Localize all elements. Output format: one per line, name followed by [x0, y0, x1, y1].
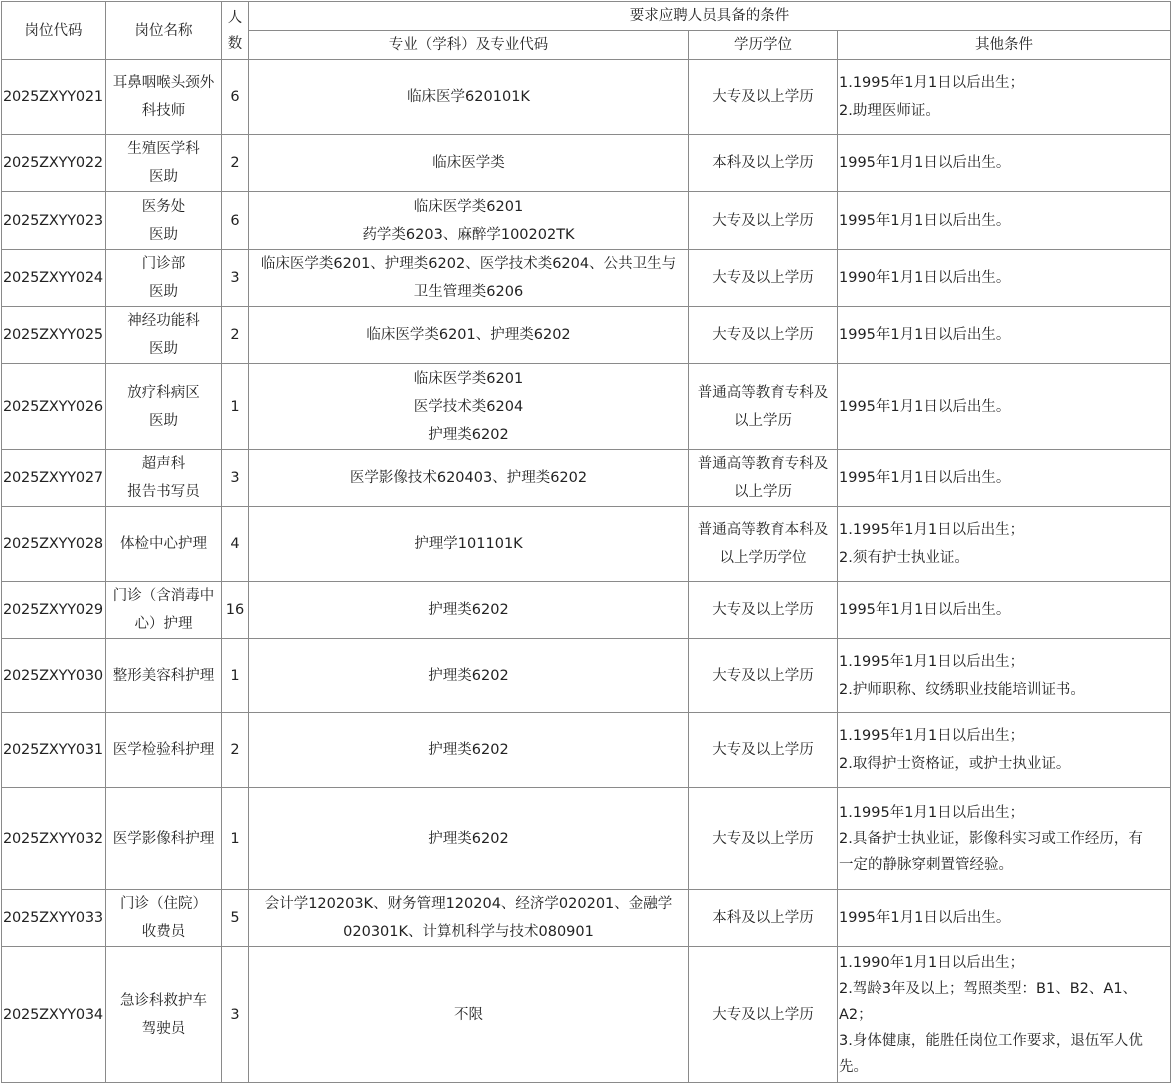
education-line: 以上学历 — [734, 484, 792, 500]
education-cell — [689, 890, 838, 947]
other-condition-line: 1995年1月1日以后出生。 — [839, 602, 1011, 618]
table-row — [2, 60, 1171, 135]
job-name-line: 医学影像科护理 — [112, 830, 215, 847]
major-line: 临床医学类 — [432, 155, 505, 171]
major-line: 不限 — [454, 1006, 483, 1023]
job-name-line: 耳鼻咽喉头颈外 — [112, 75, 215, 91]
job-name-cell — [106, 364, 222, 450]
education-cell — [689, 192, 838, 250]
header-count-line1: 人 — [227, 9, 243, 26]
major-line: 临床医学类6201 — [413, 198, 524, 215]
other-condition-line: 1995年1月1日以后出生。 — [839, 910, 1011, 926]
job-code-cell: 2025ZXYY030 — [2, 639, 106, 713]
other-conditions-cell — [838, 364, 1171, 450]
headcount-cell: 3 — [222, 450, 249, 507]
other-condition-line: 2.助理医师证。 — [839, 103, 940, 119]
other-conditions-cell — [838, 788, 1171, 890]
education-line: 大专及以上学历 — [712, 89, 814, 105]
job-code-cell: 2025ZXYY022 — [2, 135, 106, 192]
headcount-cell: 5 — [222, 890, 249, 947]
major-cell — [249, 947, 689, 1083]
job-name-cell — [106, 788, 222, 890]
education-line: 本科及以上学历 — [712, 155, 814, 171]
job-name-line: 超声科 — [141, 456, 186, 472]
other-conditions-cell — [838, 713, 1171, 788]
job-name-line: 医助 — [149, 169, 178, 185]
other-condition-line: 2.护师职称、纹绣职业技能培训证书。 — [839, 681, 1085, 698]
major-line: 护理类6202 — [428, 742, 509, 758]
education-line: 大专及以上学历 — [712, 830, 814, 847]
other-conditions-cell — [838, 192, 1171, 250]
other-condition-line: 先。 — [839, 1058, 868, 1075]
job-name-line: 报告书写员 — [127, 484, 200, 500]
education-line: 大专及以上学历 — [712, 602, 814, 618]
job-name-line: 医助 — [149, 412, 178, 429]
major-cell — [249, 713, 689, 788]
other-condition-line: 3.身体健康，能胜任岗位工作要求，退伍军人优 — [839, 1032, 1143, 1049]
table-row — [2, 307, 1171, 364]
major-cell — [249, 135, 689, 192]
education-cell — [689, 364, 838, 450]
headcount-cell: 1 — [222, 639, 249, 713]
education-cell — [689, 507, 838, 582]
education-cell — [689, 135, 838, 192]
job-name-cell — [106, 890, 222, 947]
major-line: 临床医学620101K — [407, 89, 530, 105]
other-condition-line: 2.取得护士资格证，或护士执业证。 — [839, 756, 1071, 772]
major-cell — [249, 450, 689, 507]
table-row — [2, 788, 1171, 890]
education-line: 大专及以上学历 — [712, 667, 814, 684]
table-row — [2, 582, 1171, 639]
other-conditions-cell — [838, 582, 1171, 639]
job-name-cell — [106, 135, 222, 192]
major-line: 临床医学类6201、护理类6202 — [366, 327, 571, 343]
other-condition-line: 1990年1月1日以后出生。 — [839, 270, 1011, 286]
job-name-cell — [106, 192, 222, 250]
job-name-line: 科技师 — [141, 103, 186, 119]
headcount-cell: 16 — [222, 582, 249, 639]
other-condition-line: 2.驾龄3年及以上；驾照类型：B1、B2、A1、 — [839, 980, 1138, 997]
other-condition-line: 2.须有护士执业证。 — [839, 550, 969, 566]
education-line: 普通高等教育专科及 — [697, 456, 829, 472]
education-cell — [689, 582, 838, 639]
other-condition-line: 1.1995年1月1日以后出生； — [839, 804, 1025, 821]
job-code-cell: 2025ZXYY026 — [2, 364, 106, 450]
header-count-line2: 数 — [227, 35, 243, 52]
major-line: 护理类6202 — [428, 667, 509, 684]
education-line: 普通高等教育专科及 — [697, 384, 829, 401]
other-condition-line: 1995年1月1日以后出生。 — [839, 155, 1011, 171]
job-name-line: 医助 — [149, 226, 178, 243]
other-condition-line: 1.1995年1月1日以后出生； — [839, 522, 1025, 538]
job-name-line: 体检中心护理 — [120, 536, 207, 552]
other-conditions-cell — [838, 250, 1171, 307]
major-line: 临床医学类6201 — [413, 370, 524, 387]
job-name-line: 医助 — [149, 341, 178, 357]
job-code-cell: 2025ZXYY021 — [2, 60, 106, 135]
table-row — [2, 507, 1171, 582]
education-cell — [689, 639, 838, 713]
job-name-line: 神经功能科 — [127, 313, 200, 329]
table-row — [2, 713, 1171, 788]
headcount-cell: 2 — [222, 307, 249, 364]
education-cell — [689, 788, 838, 890]
other-condition-line: 1995年1月1日以后出生。 — [839, 327, 1011, 343]
table-row — [2, 947, 1171, 1083]
table-row — [2, 192, 1171, 250]
other-conditions-cell — [838, 639, 1171, 713]
education-line: 大专及以上学历 — [712, 1006, 814, 1023]
job-name-cell — [106, 639, 222, 713]
major-cell — [249, 250, 689, 307]
education-line: 大专及以上学历 — [712, 270, 814, 286]
major-line: 医学影像技术620403、护理类6202 — [349, 470, 588, 486]
other-condition-line: 2.具备护士执业证，影像科实习或工作经历，有 — [839, 830, 1143, 847]
job-name-line: 收费员 — [141, 924, 186, 940]
other-condition-line: 1.1995年1月1日以后出生； — [839, 75, 1025, 91]
header-major: 专业（学科）及专业代码 — [249, 31, 689, 60]
header-education: 学历学位 — [689, 31, 838, 60]
other-conditions-cell — [838, 60, 1171, 135]
table-body — [2, 60, 1171, 1083]
job-code-cell: 2025ZXYY027 — [2, 450, 106, 507]
table-row — [2, 135, 1171, 192]
other-condition-line: 1995年1月1日以后出生。 — [839, 398, 1011, 415]
major-line: 卫生管理类6206 — [413, 284, 524, 300]
job-code-cell: 2025ZXYY034 — [2, 947, 106, 1083]
job-name-line: 生殖医学科 — [127, 141, 200, 157]
job-name-cell — [106, 307, 222, 364]
other-condition-line: 1.1995年1月1日以后出生； — [839, 728, 1025, 744]
job-name-line: 门诊（含消毒中 — [112, 588, 215, 604]
job-name-line: 医助 — [149, 284, 178, 300]
major-cell — [249, 639, 689, 713]
other-condition-line: 1.1995年1月1日以后出生； — [839, 653, 1025, 670]
job-name-cell — [106, 450, 222, 507]
job-name-line: 门诊（住院） — [120, 896, 207, 912]
major-cell — [249, 60, 689, 135]
job-name-cell — [106, 582, 222, 639]
table-row — [2, 890, 1171, 947]
education-line: 以上学历 — [734, 412, 792, 429]
other-conditions-cell — [838, 307, 1171, 364]
major-line: 会计学120203K、财务管理120204、经济学020201、金融学 — [264, 896, 673, 912]
job-code-cell: 2025ZXYY031 — [2, 713, 106, 788]
major-line: 药学类6203、麻醉学100202TK — [362, 226, 575, 243]
other-conditions-cell — [838, 135, 1171, 192]
job-code-cell: 2025ZXYY033 — [2, 890, 106, 947]
headcount-cell: 6 — [222, 60, 249, 135]
other-condition-line: 1995年1月1日以后出生。 — [839, 212, 1011, 229]
job-code-cell: 2025ZXYY025 — [2, 307, 106, 364]
headcount-cell: 3 — [222, 947, 249, 1083]
major-line: 医学技术类6204 — [413, 398, 524, 415]
major-line: 临床医学类6201、护理类6202、医学技术类6204、公共卫生与 — [260, 256, 677, 272]
job-name-cell — [106, 713, 222, 788]
major-line: 护理学101101K — [414, 536, 523, 552]
job-name-line: 放疗科病区 — [127, 384, 200, 401]
job-name-cell — [106, 507, 222, 582]
major-cell — [249, 890, 689, 947]
headcount-cell: 1 — [222, 788, 249, 890]
major-cell — [249, 307, 689, 364]
major-cell — [249, 507, 689, 582]
job-name-line: 医务处 — [141, 198, 186, 215]
job-name-cell — [106, 60, 222, 135]
education-cell — [689, 450, 838, 507]
education-line: 本科及以上学历 — [712, 910, 814, 926]
job-code-cell: 2025ZXYY024 — [2, 250, 106, 307]
major-line: 护理类6202 — [428, 426, 509, 443]
job-name-line: 心）护理 — [134, 616, 193, 632]
major-cell — [249, 582, 689, 639]
headcount-cell: 3 — [222, 250, 249, 307]
education-line: 以上学历学位 — [719, 550, 807, 566]
headcount-cell: 2 — [222, 135, 249, 192]
education-line: 普通高等教育本科及 — [697, 522, 829, 538]
education-cell — [689, 250, 838, 307]
job-name-cell — [106, 947, 222, 1083]
table-row — [2, 250, 1171, 307]
header-count — [222, 2, 249, 60]
other-condition-line: 1.1990年1月1日以后出生； — [839, 954, 1025, 971]
major-cell — [249, 192, 689, 250]
job-requirements-table — [1, 1, 1171, 1083]
major-cell — [249, 364, 689, 450]
other-condition-line: 1995年1月1日以后出生。 — [839, 470, 1011, 486]
job-code-cell: 2025ZXYY028 — [2, 507, 106, 582]
education-cell — [689, 713, 838, 788]
education-line: 大专及以上学历 — [712, 327, 814, 343]
table-row — [2, 450, 1171, 507]
education-line: 大专及以上学历 — [712, 212, 814, 229]
header-code: 岗位代码 — [2, 2, 106, 60]
other-conditions-cell — [838, 507, 1171, 582]
table-row — [2, 364, 1171, 450]
job-name-line: 驾驶员 — [141, 1020, 186, 1037]
job-name-line: 医学检验科护理 — [112, 742, 215, 758]
header-name: 岗位名称 — [106, 2, 222, 60]
job-name-line: 整形美容科护理 — [112, 667, 215, 684]
major-cell — [249, 788, 689, 890]
education-cell — [689, 60, 838, 135]
table-row — [2, 639, 1171, 713]
header-requirements: 要求应聘人员具备的条件 — [249, 2, 1171, 31]
other-conditions-cell — [838, 450, 1171, 507]
education-line: 大专及以上学历 — [712, 742, 814, 758]
major-line: 护理类6202 — [428, 830, 509, 847]
job-name-line: 急诊科救护车 — [120, 992, 207, 1009]
job-name-cell — [106, 250, 222, 307]
other-condition-line: 一定的静脉穿刺置管经验。 — [839, 856, 1013, 873]
headcount-cell: 6 — [222, 192, 249, 250]
headcount-cell: 2 — [222, 713, 249, 788]
headcount-cell: 4 — [222, 507, 249, 582]
education-cell — [689, 307, 838, 364]
major-line: 020301K、计算机科学与技术080901 — [343, 924, 594, 940]
headcount-cell: 1 — [222, 364, 249, 450]
job-code-cell: 2025ZXYY032 — [2, 788, 106, 890]
education-cell — [689, 947, 838, 1083]
job-code-cell: 2025ZXYY029 — [2, 582, 106, 639]
major-line: 护理类6202 — [428, 602, 509, 618]
job-name-line: 门诊部 — [141, 256, 186, 272]
header-other: 其他条件 — [838, 31, 1171, 60]
other-condition-line: A2； — [839, 1006, 873, 1023]
other-conditions-cell — [838, 947, 1171, 1083]
other-conditions-cell — [838, 890, 1171, 947]
job-code-cell: 2025ZXYY023 — [2, 192, 106, 250]
